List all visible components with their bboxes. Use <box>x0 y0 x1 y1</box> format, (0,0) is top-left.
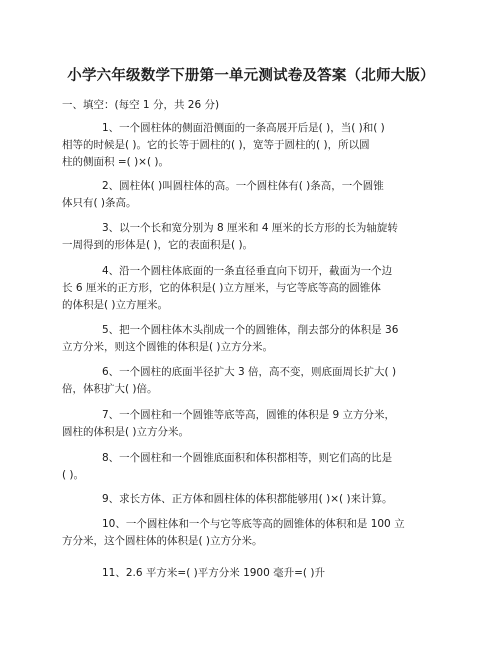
question-10 <box>62 516 462 550</box>
question-line: ( )。 <box>62 469 85 481</box>
question-line: 6、一个圆柱的底面半径扩大 3 倍，高不变，则底面周长扩大( ) <box>102 366 397 378</box>
question-2 <box>62 178 462 212</box>
section-heading: 一、填空：(每空 1 分，共 26 分) <box>62 99 220 111</box>
question-11 <box>62 565 462 582</box>
question-line: 5、把一个圆柱体木头削成一个的圆锥体，削去部分的体积是 36 <box>102 324 399 336</box>
question-line: 7、一个圆柱和一个圆锥等底等高，圆锥的体积是 9 立方分米， <box>102 409 396 421</box>
question-line: 10、一个圆柱体和一个与它等底等高的圆锥体的体积和是 100 立 <box>102 518 405 530</box>
question-line: 圆柱的体积是( )立方分米。 <box>62 426 190 438</box>
question-line: 长 6 厘米的正方形，它的体积是( )立方厘米，与它等底等高的圆锥体 <box>62 282 381 294</box>
question-7 <box>62 407 462 441</box>
question-line: 1、一个圆柱体的侧面沿侧面的一条高展开后是( )，当( )和( ) <box>102 122 385 134</box>
question-line: 9、求长方体、正方体和圆柱体的体积都能够用( )×( )来计算。 <box>102 493 393 505</box>
question-line: 体只有( )条高。 <box>62 197 137 209</box>
question-line: 倍，体积扩大( )倍。 <box>62 383 158 395</box>
question-line: 8、一个圆柱和一个圆锥底面积和体积都相等，则它们高的比是 <box>102 452 393 464</box>
question-line: 11、2.6 平方米=( )平方分米 1900 毫升=( )升 <box>102 567 325 579</box>
question-line: 的体积是( )立方厘米。 <box>62 299 169 311</box>
document-title: 小学六年级数学下册第一单元测试卷及答案（北师大版） <box>67 68 435 84</box>
question-1 <box>62 120 462 171</box>
question-line: 相等的时候是( )。它的长等于圆柱的( )，宽等于圆柱的( )，所以圆 <box>62 139 370 151</box>
question-line: 方分米，这个圆柱体的体积是( )立方分米。 <box>62 535 263 547</box>
question-8 <box>62 450 462 484</box>
question-line: 一周得到的形体是( )，它的表面积是( )。 <box>62 239 254 251</box>
question-9 <box>62 491 462 508</box>
question-3 <box>62 220 462 254</box>
question-6 <box>62 364 462 398</box>
question-5 <box>62 322 462 356</box>
question-4 <box>62 263 462 314</box>
question-line: 柱的侧面积 =( )×( )。 <box>62 156 169 168</box>
question-line: 立方分米，则这个圆锥的体积是( )立方分米。 <box>62 341 274 353</box>
question-line: 4、沿一个圆柱体底面的一条直径垂直向下切开，截面为一个边 <box>102 265 393 277</box>
question-line: 2、圆柱体( )叫圆柱体的高。一个圆柱体有( )条高，一个圆锥 <box>102 180 384 192</box>
question-line: 3、以一个长和宽分别为 8 厘米和 4 厘米的长方形的长为轴旋转 <box>102 222 398 234</box>
